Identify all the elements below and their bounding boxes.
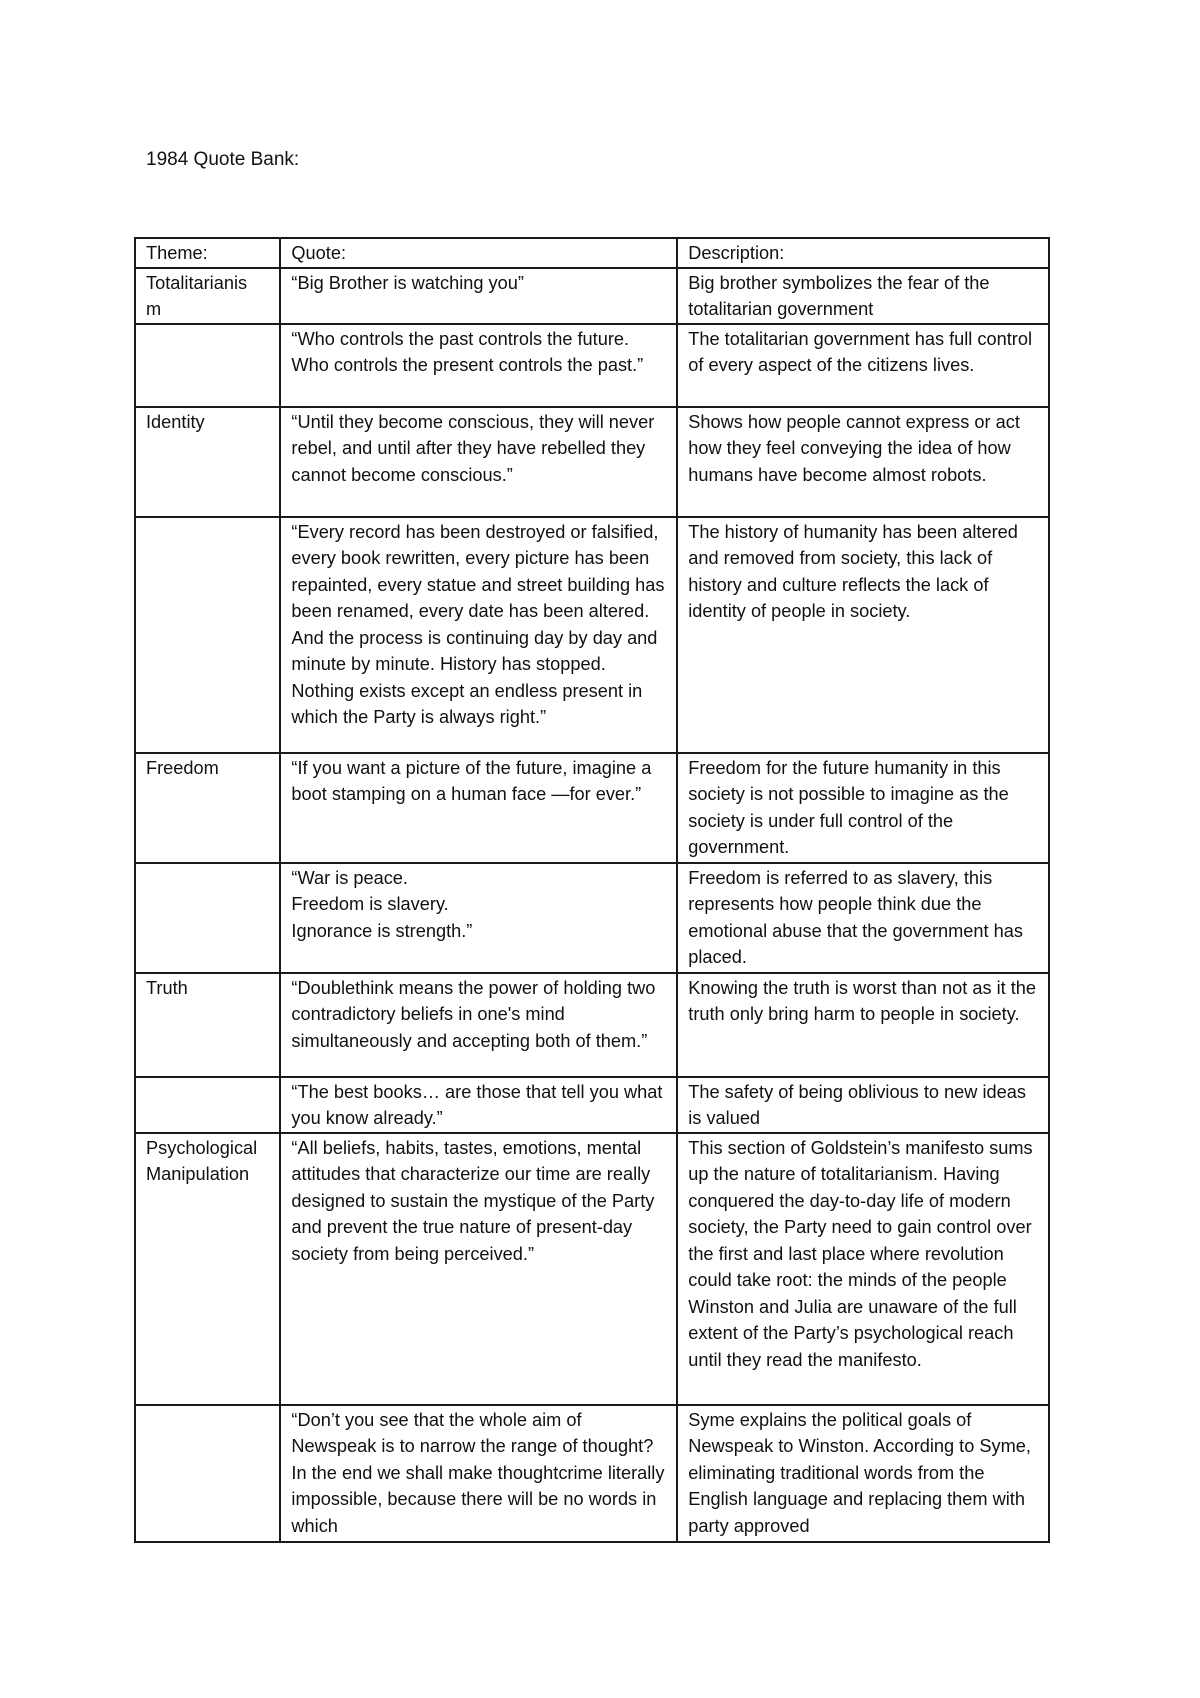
header-theme: Theme: xyxy=(135,238,280,268)
quote-cell: “Doublethink means the power of holding two contradictory beliefs in one's mind simultaneously and accepting both of them.” xyxy=(280,973,677,1077)
quote-cell: “Don’t you see that the whole aim of Newspeak is to narrow the range of thought? In the end we shall make thoughtcrime literally impossible, because there will be no words in which xyxy=(280,1405,677,1542)
table-row xyxy=(135,1405,1049,1542)
quote-cell: “Big Brother is watching you” xyxy=(280,268,677,324)
theme-cell xyxy=(135,1077,280,1133)
quote-cell: “Until they become conscious, they will never rebel, and until after they have rebelled they cannot become conscious.” xyxy=(280,407,677,517)
table-row xyxy=(135,1077,1049,1133)
description-cell: Knowing the truth is worst than not as it the truth only bring harm to people in society. xyxy=(677,973,1049,1077)
description-cell: The totalitarian government has full control of every aspect of the citizens lives. xyxy=(677,324,1049,407)
quote-cell: “War is peace. Freedom is slavery. Ignorance is strength.” xyxy=(280,863,677,973)
description-cell: The history of humanity has been altered and removed from society, this lack of history and culture reflects the lack of identity of people in society. xyxy=(677,517,1049,753)
description-cell: Freedom is referred to as slavery, this represents how people think due the emotional abuse that the government has placed. xyxy=(677,863,1049,973)
table-row xyxy=(135,517,1049,753)
description-cell: Shows how people cannot express or act how they feel conveying the idea of how humans have become almost robots. xyxy=(677,407,1049,517)
theme-cell: Psychological Manipulation xyxy=(135,1133,280,1405)
table-row xyxy=(135,268,1049,324)
theme-cell xyxy=(135,1405,280,1542)
quote-cell: “If you want a picture of the future, imagine a boot stamping on a human face —for ever.” xyxy=(280,753,677,863)
description-cell: Freedom for the future humanity in this society is not possible to imagine as the society is under full control of the government. xyxy=(677,753,1049,863)
description-cell: This section of Goldstein’s manifesto sums up the nature of totalitarianism. Having conquered the day-to-day life of modern society, the Party need to gain control over the first and last place where revolution could take root: the minds of the people Winston and Julia are unaware of the full extent of the Party’s psychological reach until they read the manifesto. xyxy=(677,1133,1049,1405)
description-cell: Big brother symbolizes the fear of the totalitarian government xyxy=(677,268,1049,324)
theme-cell: Truth xyxy=(135,973,280,1077)
theme-cell xyxy=(135,517,280,753)
theme-cell xyxy=(135,863,280,973)
theme-cell xyxy=(135,324,280,407)
table-row xyxy=(135,863,1049,973)
table-row xyxy=(135,753,1049,863)
quote-table xyxy=(134,237,1050,1543)
document-title: 1984 Quote Bank: xyxy=(146,149,300,170)
quote-cell: “Every record has been destroyed or falsified, every book rewritten, every picture has been repainted, every statue and street building has been renamed, every date has been altered. And the process is continuing day by day and minute by minute. History has stopped. Nothing exists except an endless present in which the Party is always right.” xyxy=(280,517,677,753)
theme-cell: Identity xyxy=(135,407,280,517)
table-row xyxy=(135,324,1049,407)
theme-cell: Totalitarianis m xyxy=(135,268,280,324)
quote-cell: “The best books… are those that tell you what you know already.” xyxy=(280,1077,677,1133)
table-body xyxy=(135,268,1049,1542)
description-cell: Syme explains the political goals of Newspeak to Winston. According to Syme, eliminating traditional words from the English language and replacing them with party approved xyxy=(677,1405,1049,1542)
quote-cell: “Who controls the past controls the future. Who controls the present controls the past.” xyxy=(280,324,677,407)
table-row xyxy=(135,973,1049,1077)
header-quote: Quote: xyxy=(280,238,677,268)
description-cell: The safety of being oblivious to new ideas is valued xyxy=(677,1077,1049,1133)
header-description: Description: xyxy=(677,238,1049,268)
table-row xyxy=(135,407,1049,517)
theme-cell: Freedom xyxy=(135,753,280,863)
table-row xyxy=(135,1133,1049,1405)
quote-cell: “All beliefs, habits, tastes, emotions, mental attitudes that characterize our time are really designed to sustain the mystique of the Party and prevent the true nature of present-day society from being perceived.” xyxy=(280,1133,677,1405)
table-header-row xyxy=(135,238,1049,268)
